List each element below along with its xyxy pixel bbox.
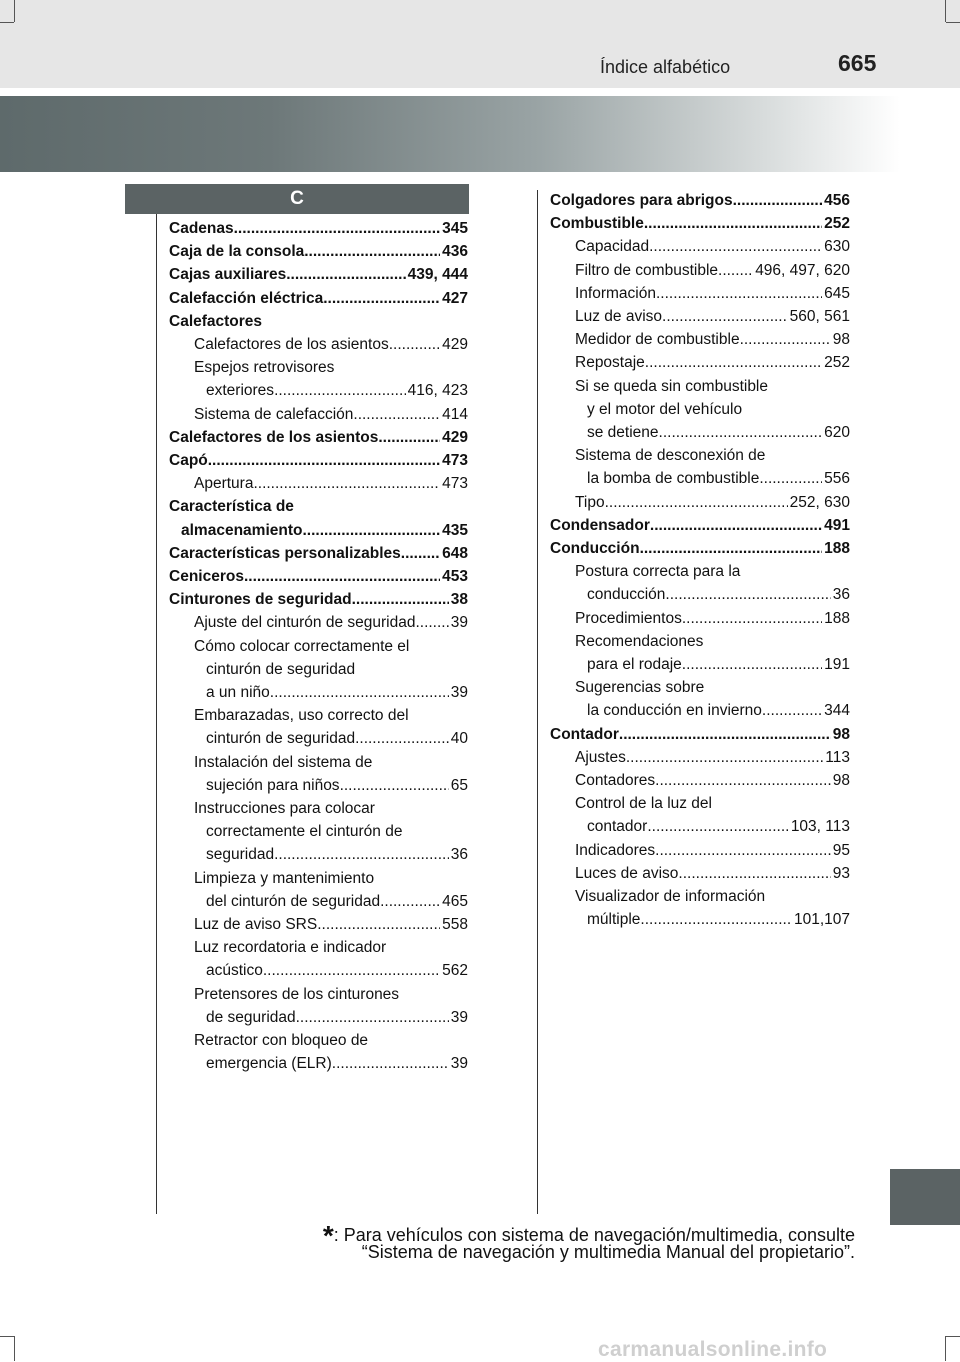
index-entry: [169, 544, 468, 564]
index-entry-term: Colgadores para abrigos: [550, 192, 733, 209]
index-entry: [194, 613, 468, 633]
dot-leader: [649, 237, 822, 257]
index-entry: [206, 381, 468, 401]
index-entry-page: 98: [832, 331, 850, 349]
index-entry: [575, 377, 850, 397]
index-entry-term: Indicadores: [575, 841, 656, 859]
index-entry-term: Caja de la consola: [169, 243, 305, 261]
index-entry: [194, 985, 468, 1005]
index-entry-term: Cinturones de seguridad: [169, 591, 352, 609]
dot-leader: [270, 683, 449, 703]
index-entry-term: Retractor con bloqueo de: [194, 1032, 369, 1049]
index-entry: [575, 307, 850, 327]
index-entry-page: [334, 358, 336, 378]
index-entry: [206, 961, 468, 981]
index-entry: [194, 474, 468, 494]
header-strip: [0, 0, 960, 88]
index-entry: [575, 261, 850, 281]
index-entry-page: 630: [824, 238, 850, 256]
index-entry: [169, 590, 468, 610]
watermark: carmanualsonline.info: [598, 1338, 828, 1361]
index-entry-term: correctamente el cinturón de: [206, 823, 403, 841]
index-entry: [575, 678, 850, 698]
index-entry: [206, 776, 468, 796]
index-entry-page: [372, 753, 374, 773]
left-column-rule: [156, 214, 157, 1214]
dot-leader: [380, 892, 440, 912]
index-entry-term: múltiple: [587, 911, 641, 929]
index-entry: [194, 915, 468, 935]
index-entry-term: Condensador: [550, 516, 650, 534]
index-entry-term: Calefactores: [169, 312, 263, 330]
dot-leader: [355, 729, 449, 749]
index-entry-term: exteriores: [206, 382, 275, 400]
index-entry-term: Luz recordatoria e indicador: [194, 939, 387, 957]
index-entry: [550, 214, 850, 234]
index-entry: [550, 191, 850, 211]
page-number: 665: [838, 50, 877, 76]
index-entry: [587, 585, 850, 605]
index-entry: [194, 869, 468, 889]
index-entry-page: 252, 630: [789, 493, 850, 511]
index-entry-page: 39: [450, 1055, 468, 1073]
index-entry: [169, 428, 468, 448]
dot-leader: [656, 284, 822, 304]
index-entry-term: Instalación del sistema de: [194, 753, 373, 771]
index-entry-page: 414: [442, 405, 468, 423]
index-entry-term: seguridad: [206, 846, 275, 864]
index-entry-page: [368, 1031, 370, 1051]
right-column-rule: [537, 190, 538, 1214]
index-entry: [194, 706, 468, 726]
index-entry-page: [712, 794, 714, 814]
index-entry-page: 39: [450, 614, 468, 632]
index-entry-term: Postura correcta para la: [575, 563, 741, 581]
index-entry: [194, 358, 468, 378]
index-entry-page: 648: [442, 544, 468, 562]
dot-leader: [645, 353, 822, 373]
dot-leader: [740, 330, 831, 350]
index-entry: [575, 794, 850, 814]
index-entry-term: Información: [575, 284, 656, 302]
index-entry: [206, 845, 468, 865]
index-entry: [206, 683, 468, 703]
index-entry: [181, 521, 468, 541]
index-entry: [169, 289, 468, 309]
dot-leader: [340, 776, 449, 796]
index-entry-page: 252: [824, 215, 850, 233]
dot-leader: [352, 590, 449, 610]
index-entry-page: 435: [442, 521, 468, 539]
index-entry: [550, 725, 850, 745]
index-entry-page: [703, 632, 705, 652]
index-entry-term: cinturón de seguridad: [206, 660, 356, 678]
index-entry-page: 439, 444: [407, 266, 468, 284]
index-entry: [575, 609, 850, 629]
dot-leader: [650, 516, 822, 536]
index-entry-term: Sugerencias sobre: [575, 679, 705, 697]
index-entry: [575, 841, 850, 861]
index-entry-term: Tipo: [575, 493, 605, 511]
index-entry-page: 345: [442, 220, 468, 237]
index-entry-term: Conducción: [550, 540, 640, 557]
index-entry-page: 491: [824, 516, 850, 534]
index-entry-term: Ceniceros: [169, 568, 244, 585]
dot-leader: [647, 817, 788, 837]
index-entry-page: 344: [824, 702, 850, 720]
index-entry: [194, 753, 468, 773]
index-entry-term: Ajuste del cinturón de seguridad: [194, 614, 416, 632]
index-entry-term: la conducción en invierno: [587, 702, 762, 720]
index-entry-term: Si se queda sin combustible: [575, 377, 769, 395]
index-entry: [206, 660, 468, 680]
index-entry-term: Apertura: [194, 475, 254, 493]
index-entry-page: 416, 423: [407, 382, 468, 400]
dot-leader: [244, 567, 440, 587]
index-entry-page: 103, 113: [790, 818, 850, 836]
index-entry: [206, 729, 468, 749]
index-entry-page: 645: [824, 284, 850, 302]
index-entry-page: 562: [442, 962, 468, 980]
index-entry: [587, 423, 850, 443]
header-gradient-band: [0, 96, 900, 172]
footnote-star: *: [322, 1220, 334, 1251]
index-entry-page: [740, 562, 742, 582]
index-entry-term: Capacidad: [575, 238, 650, 256]
index-entry-page: [704, 678, 706, 698]
crop-mark: [14, 0, 15, 22]
index-entry: [206, 1054, 468, 1074]
index-entry-term: Filtro de combustible: [575, 261, 719, 279]
dot-leader: [415, 613, 448, 633]
index-entry: [206, 1008, 468, 1028]
index-entry-term: Limpieza y mantenimiento: [194, 869, 375, 887]
dot-leader: [762, 701, 822, 721]
dot-leader: [274, 381, 406, 401]
index-entry: [587, 655, 850, 675]
index-entry-term: Combustible: [550, 215, 644, 233]
dot-leader: [640, 910, 792, 930]
index-entry-term: Contador: [550, 725, 619, 743]
dot-leader: [605, 493, 788, 513]
index-entry-page: 188: [824, 540, 850, 557]
crop-mark: [14, 1336, 15, 1361]
index-entry-page: 95: [832, 841, 850, 859]
crop-mark: [946, 1336, 960, 1337]
dot-leader: [655, 841, 831, 861]
index-entry-page: 429: [442, 428, 468, 446]
index-entry-page: 465: [442, 892, 468, 910]
dot-leader: [286, 265, 405, 285]
index-entry-page: 560, 561: [789, 308, 850, 325]
section-letter-bar: C: [125, 184, 469, 214]
index-entry-page: [399, 985, 401, 1005]
index-entry-term: Luces de aviso: [575, 864, 679, 882]
index-entry-term: emergencia (ELR): [206, 1055, 332, 1073]
index-entry: [575, 748, 850, 768]
index-entry: [194, 335, 468, 355]
index-entry-page: 429: [442, 336, 468, 353]
dot-leader: [733, 191, 823, 211]
index-entry-page: [402, 822, 404, 842]
index-entry: [194, 938, 468, 958]
dot-leader: [378, 428, 440, 448]
index-entry-page: [409, 706, 411, 726]
index-entry: [587, 910, 850, 930]
index-entry-page: 188: [824, 609, 850, 627]
index-entry-page: 98: [832, 725, 850, 743]
index-entry-term: Visualizador de información: [575, 888, 766, 905]
index-entry-page: 36: [450, 846, 468, 864]
dot-leader: [655, 771, 831, 791]
index-entry-page: 93: [832, 864, 850, 882]
index-entry-term: Características personalizables: [169, 544, 401, 562]
index-entry-page: 191: [824, 656, 850, 673]
index-entry-term: Control de la luz del: [575, 795, 712, 813]
crop-mark: [945, 0, 946, 22]
dot-leader: [718, 261, 753, 281]
index-entry-term: acústico: [206, 962, 263, 980]
index-entry-term: Pretensores de los cinturones: [194, 985, 400, 1003]
index-entry-term: Calefactores de los asientos: [194, 336, 389, 353]
index-entry: [575, 446, 850, 466]
index-entry: [206, 822, 468, 842]
index-entry-page: [768, 377, 770, 397]
dot-leader: [353, 405, 440, 425]
section-title: Índice alfabético: [600, 57, 731, 77]
dot-leader: [296, 1008, 449, 1028]
index-entry-page: [375, 799, 377, 819]
index-entry-page: 39: [450, 1008, 468, 1026]
index-entry-term: Cadenas: [169, 220, 234, 237]
index-entry-page: [262, 312, 264, 332]
dot-leader: [332, 1054, 449, 1074]
index-entry: [169, 567, 468, 587]
index-entry-page: [765, 887, 767, 907]
index-entry-page: 427: [442, 289, 468, 307]
index-entry-page: [374, 869, 376, 889]
dot-leader: [253, 474, 440, 494]
index-entry: [575, 284, 850, 304]
index-entry-page: [765, 446, 767, 466]
index-entry-term: Instrucciones para colocar: [194, 800, 375, 817]
index-entry-term: cinturón de seguridad: [206, 730, 356, 748]
dot-leader: [665, 585, 830, 605]
crop-mark: [0, 1336, 14, 1337]
dot-leader: [644, 214, 822, 234]
crop-mark: [0, 22, 14, 23]
index-entry-term: almacenamiento: [181, 521, 303, 539]
index-entry: [575, 237, 850, 257]
index-entry: [575, 864, 850, 884]
dot-leader: [304, 242, 440, 262]
index-entry: [169, 497, 468, 517]
index-entry: [169, 242, 468, 262]
index-entry-page: [742, 400, 744, 420]
dot-leader: [659, 423, 823, 443]
index-entry: [575, 330, 850, 350]
index-entry: [550, 539, 850, 559]
dot-leader: [317, 915, 440, 935]
index-entry-page: [386, 938, 388, 958]
index-entry-term: Cómo colocar correctamente el: [194, 637, 410, 655]
index-entry: [194, 1031, 468, 1051]
dot-leader: [263, 961, 440, 981]
index-entry-page: 556: [824, 470, 850, 488]
index-entry-page: 40: [450, 730, 468, 748]
index-entry: [169, 312, 468, 332]
dot-leader: [682, 609, 822, 629]
index-entry: [194, 799, 468, 819]
index-entry-term: Capó: [169, 452, 208, 469]
dot-leader: [208, 451, 440, 471]
index-entry-page: 36: [832, 586, 850, 604]
index-entry: [194, 637, 468, 657]
index-entry-page: 113: [825, 748, 850, 766]
index-entry: [169, 219, 468, 239]
dot-leader: [619, 725, 831, 745]
index-entry-term: se detiene: [587, 424, 659, 441]
index-entry-page: 473: [442, 475, 468, 493]
dot-leader: [234, 219, 441, 239]
dot-leader: [682, 655, 822, 675]
index-entry: [587, 400, 850, 420]
index-entry-page: 496, 497, 620: [755, 261, 850, 279]
index-entry-term: Medidor de combustible: [575, 331, 740, 349]
index-entry-term: sujeción para niños: [206, 776, 340, 794]
crop-mark: [945, 1336, 946, 1361]
index-entry-page: 558: [442, 916, 468, 933]
index-entry-term: contador: [587, 818, 648, 836]
dot-leader: [274, 845, 449, 865]
index-entry-term: Procedimientos: [575, 609, 682, 627]
dot-leader: [302, 521, 440, 541]
footnote-line-2: “Sistema de navegación y multimedia Manual del propietario”.: [361, 1242, 855, 1262]
index-entry: [587, 817, 850, 837]
index-entry-term: conducción: [587, 586, 666, 604]
index-entry-term: y el motor del vehículo: [587, 400, 743, 418]
index-entry-term: a un niño: [206, 684, 270, 701]
index-entry-term: Calefactores de los asientos: [169, 428, 379, 446]
index-entry-page: 436: [442, 243, 468, 261]
thumb-tab: [890, 1169, 960, 1225]
index-entry-page: 456: [824, 192, 850, 209]
index-entry-page: 453: [442, 568, 468, 585]
dot-leader: [389, 335, 440, 355]
index-entry-term: Repostaje: [575, 354, 645, 372]
dot-leader: [626, 748, 823, 768]
index-entry-term: Cajas auxiliares: [169, 266, 287, 284]
index-entry-term: para el rodaje: [587, 656, 682, 673]
index-entry: [206, 892, 468, 912]
index-entry-page: 620: [824, 424, 850, 441]
dot-leader: [323, 289, 440, 309]
index-entry-page: 98: [832, 772, 850, 789]
index-entry-term: de seguridad: [206, 1008, 296, 1026]
index-entry: [575, 493, 850, 513]
dot-leader: [640, 539, 823, 559]
index-entry: [194, 405, 468, 425]
index-entry-term: del cinturón de seguridad: [206, 892, 381, 910]
dot-leader: [401, 544, 440, 564]
index-entry-term: Característica de: [169, 498, 294, 516]
index-entry-term: Espejos retrovisores: [194, 359, 335, 377]
dot-leader: [678, 864, 830, 884]
index-entry: [575, 632, 850, 652]
index-entry-page: 65: [450, 776, 468, 794]
crop-mark: [946, 22, 960, 23]
index-entry: [575, 562, 850, 582]
index-entry: [575, 353, 850, 373]
index-entry-term: Sistema de desconexión de: [575, 447, 766, 465]
index-entry-page: 101,107: [793, 911, 850, 929]
index-entry-term: Ajustes: [575, 748, 626, 766]
index-entry: [575, 887, 850, 907]
index-entry-term: Recomendaciones: [575, 632, 704, 650]
dot-leader: [759, 469, 822, 489]
index-entry-page: 38: [450, 591, 468, 609]
index-entry-page: [355, 660, 357, 680]
index-entry: [587, 469, 850, 489]
index-entry-page: 473: [442, 452, 468, 469]
index-entry: [169, 265, 468, 285]
index-entry-page: [294, 497, 296, 517]
dot-leader: [662, 307, 788, 327]
index-entry-term: la bomba de combustible: [587, 470, 760, 488]
index-entry-page: [409, 637, 411, 657]
index-entry-page: 39: [450, 684, 468, 701]
index-entry-term: Luz de aviso: [575, 308, 663, 325]
index-entry-term: Luz de aviso SRS: [194, 916, 318, 933]
index-entry: [587, 701, 850, 721]
index-entry-term: Embarazadas, uso correcto del: [194, 707, 409, 725]
index-entry-term: Calefacción eléctrica: [169, 289, 324, 307]
index-entry-term: Contadores: [575, 772, 656, 789]
footnote-line-1: : Para vehículos con sistema de navegación/multimedia, consulte: [333, 1225, 855, 1245]
index-entry: [169, 451, 468, 471]
index-entry-page: 252: [824, 354, 850, 372]
index-entry: [550, 516, 850, 536]
index-entry: [575, 771, 850, 791]
index-entry-term: Sistema de calefacción: [194, 405, 354, 423]
